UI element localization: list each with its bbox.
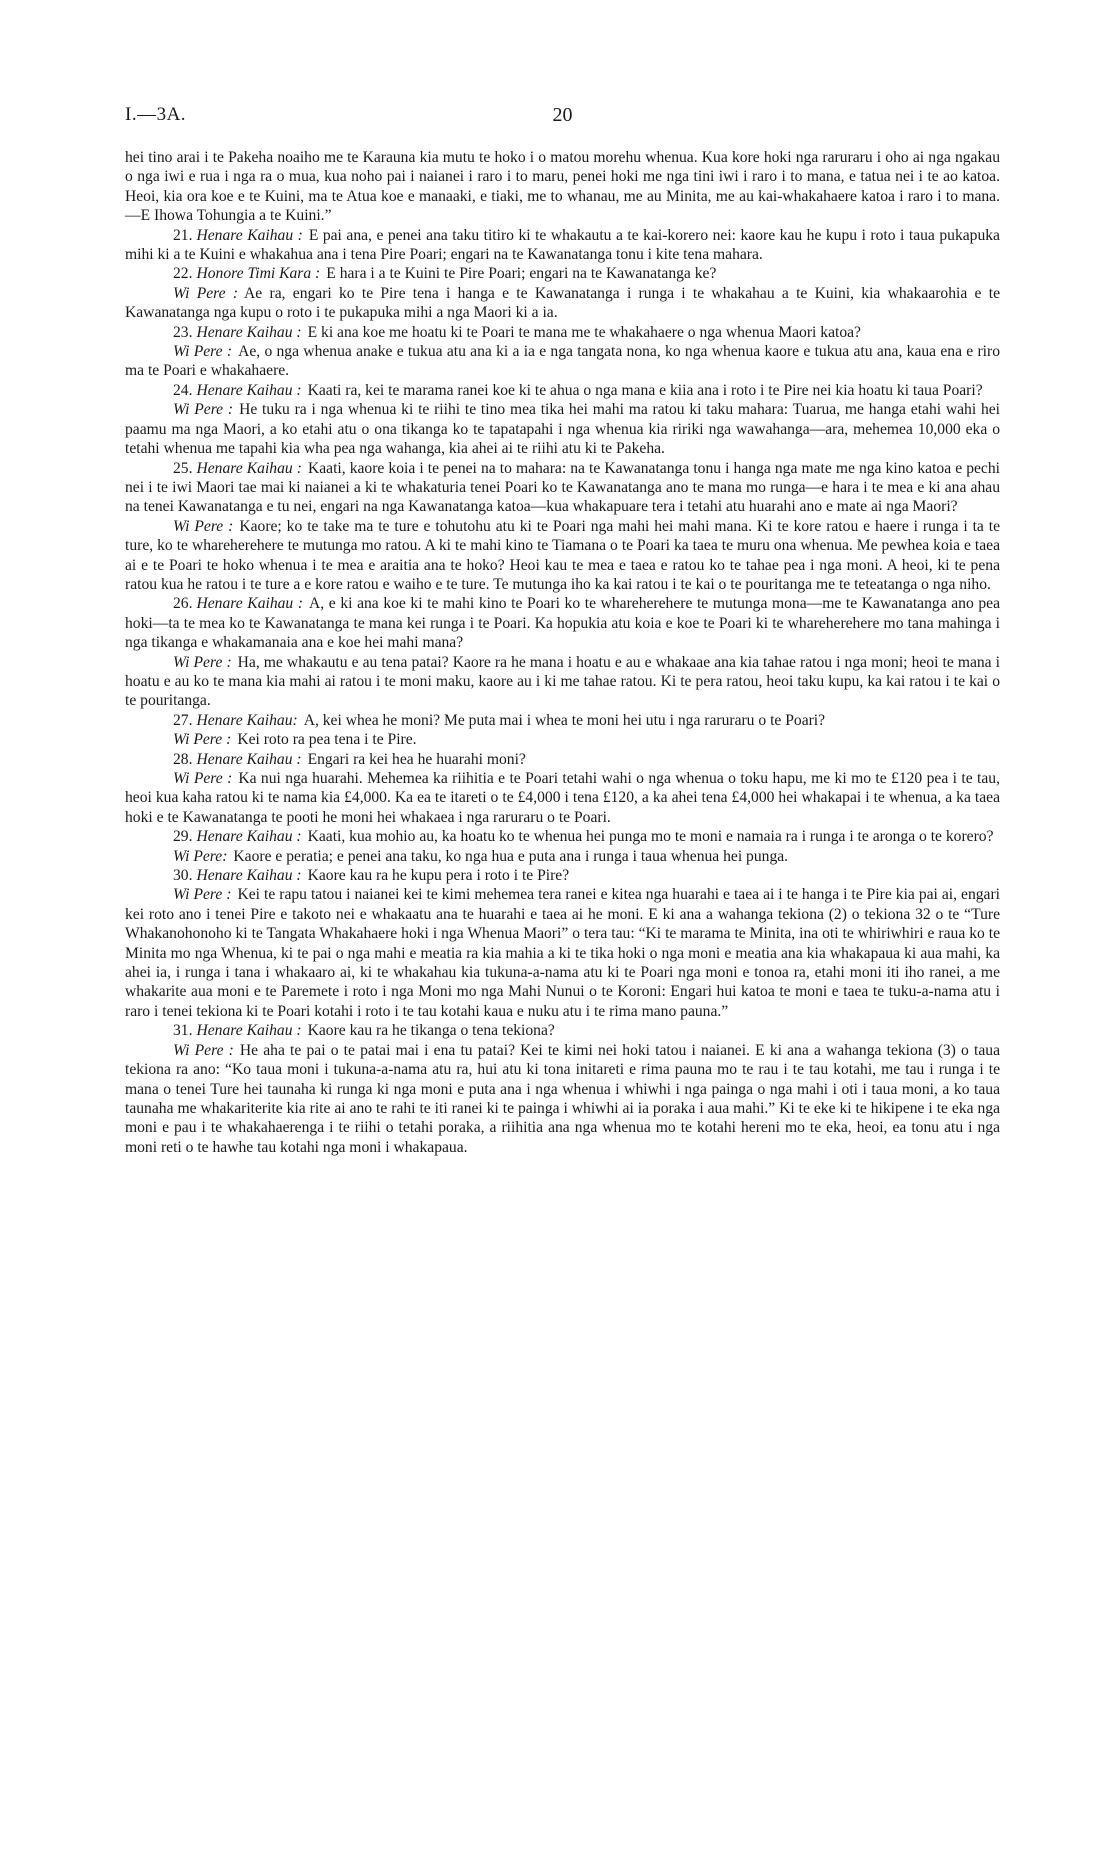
speaker-name: Henare Kaihau : [196,323,302,341]
paragraph-text: Ae, o nga whenua anake e tukua atu ana ki a ia e nga tangata nona, ko nga whenua kaore e tukua atu ana, kaua ena e riro ma te Poari e whakahaere. [125,343,1000,380]
paragraph-text: E hara i a te Kuini te Pire Poari; engari na te Kawanatanga ke? [326,265,717,283]
question-number: 26. [173,595,193,613]
paragraph-text: He tuku ra i nga whenua ki te riihi te tino mea tika hei mahi ma ratou ki taku mahara: Tuarua, me hanga etahi wahi hei paamu ma nga Maori, a ko etahi atu o ona tikanga ko te tapatapahi i nga whenua kia ririki nga wawahanga—ara, mehemea 10,000 eka o tetahi whenua me tapahi kia wha pea nga wahanga, kia ahei ai te riihi atu ki te Pakeha. [125,401,1001,458]
paragraph-text: Kei roto ra pea tena i te Pire. [237,731,417,749]
paragraph [125,885,1000,1021]
question-number: 29. [173,828,193,846]
paragraph [125,517,1000,595]
paragraph-text: Kaore e peratia; e penei ana taku, ko nga hua e puta ana i runga i taua whenua hei punga. [233,847,789,865]
speaker-name: Henare Kaihau : [196,828,302,846]
paragraph-text: Engari ra kei hea he huarahi moni? [307,750,526,768]
paragraph-text: He aha te pai o te patai mai i ena tu patai? Kei te kimi nei hoki tatou i naianei. E ki ana a wahanga tekiona (3) o taua tekiona ra ano: “Ko taua moni i tukuna-a-nama atu ra, hui atu ki tona initareti e rima pauna mo te rau i te tau kotahi, me tau i runga i te mana o tenei Ture hei taunaha ki runga ki nga moni e puta ana i nga whenua i whiwhi i nga painga o nga mahi i oti i taua moni, a ko taua taunaha me whakariterite kia rite ai ano te rahi te iti ranei ki te painga i whiwhi ai ia poraka i aua mahi.” Ki te eke ki te hikipene i te eka nga moni e pau i te whakahaerenga i te riihi o tetahi poraka, a riihitia ana nga whenua mo te kotahi hereni mo te eka, heoi, ea tonu atu i nga moni reti o te hawhe tau kotahi nga moni i whakapaua. [125,1041,1000,1156]
paragraph-text: Kaore kau ra he tikanga o tena tekiona? [307,1022,555,1040]
paragraph [125,323,1000,342]
speaker-name: Henare Kaihau : [196,459,302,477]
speaker-name: Wi Pere : [173,653,232,671]
question-number: 24. [173,381,193,399]
paragraph [125,594,1000,652]
paragraph [125,459,1000,517]
speaker-name: Wi Pere : [173,886,232,904]
paragraph [125,284,1000,323]
paragraph-text: A, e ki ana koe ki te mahi kino te Poari ko te whareherehere te mutunga mona—me te Kawanatanga ano pea hoki—ta te mea ko te Kawanatanga te mana kei runga i te Poari. Ka hopukia atu koia e koe te Poari ki te whareherehere mo tana mahinga i nga tikanga e whakamanaia ana e koe hei mahi mana? [125,595,1000,652]
paragraph [125,769,1000,827]
speaker-name: Henare Kaihau : [196,595,304,613]
paragraph [125,381,1000,400]
paragraph-text: Ka nui nga huarahi. Mehemea ka riihitia e te Poari tetahi wahi o nga whenua o toku hapu, me ki mo te £120 pea i te tau, heoi kua kaha ratou ki te nama kia £4,000. Ka ea te itareti o te £4,000 i tena £120, a ka ahei tena £4,000 hei whakapai i te whenua, a ka taea hoki e te Kawanatanga te pooti he moni hei whakaea i nga raruraru o te Poari. [125,770,1000,826]
question-number: 22. [173,265,193,283]
paragraph-text: Kaore; ko te take ma te ture e tohutohu atu ki te Poari nga mahi hei mahi mana. Ki te kore ratou e haere i runga i ta te ture, ko te whareherehere te mutunga mo ratou. A ki te mahi kino te Tiamana o te Poari ka taea te muru ona whenua. Me pewhea koia e taea ai e te Poari te hoko whenua i te mea e araitia ana te hoko? Heoi kau te mea e taea e ratou ko te tahae pea i nga moni. A heoi, ki te pena ratou kua he ratou i te ture a e kore ratou e waiho e te ture. Te mutunga iho ka kai ratou i te kai o te pouritanga me te teteatanga o nga niho. [125,517,1000,593]
speaker-name: Henare Kaihau : [196,1022,302,1040]
speaker-name: Honore Timi Kara : [196,265,321,283]
question-number: 30. [173,867,193,885]
paragraph [125,711,1000,730]
paragraph [125,866,1000,885]
question-number: 31. [173,1022,193,1040]
paragraph-text: Ae ra, engari ko te Pire tena i hanga e te Kawanatanga i runga i te whakahau a te Kuini, kia whakaarohia e te Kawanatanga nga kupu o roto i te pukapuka mihi a nga Maori ki a ia. [125,284,1000,322]
paragraph [125,750,1000,769]
speaker-name: Wi Pere : [173,343,233,361]
speaker-name: Wi Pere: [173,847,228,865]
question-number: 25. [173,459,193,477]
speaker-name: Wi Pere : [173,770,233,787]
speaker-name: Wi Pere : [173,401,234,419]
speaker-name: Henare Kaihau : [196,226,303,244]
paragraph [125,653,1000,711]
page-header [125,104,1000,136]
paragraph-text: Kaati ra, kei te marama ranei koe ki te ahua o nga mana e kiia ana i roto i te Pire nei kia hoatu ki taua Poari? [307,381,983,399]
speaker-name: Wi Pere : [173,731,232,749]
paragraph-text: E pai ana, e penei ana taku titiro ki te whakautu a te kai-korero nei: kaore kau he kupu i roto i taua pukapuka mihi ki a te Kuini e whakahua ana i tena Pire Poari; engari na te Kawanatanga tonu i kite tena mahara. [125,226,1000,264]
body-text [125,148,1000,1157]
speaker-name: Henare Kaihau : [196,381,302,399]
paragraph [125,264,1000,283]
page-number: 20 [552,104,573,126]
paragraph [125,148,1000,226]
paragraph-text: Kaati, kaore koia i te penei na to mahara: na te Kawanatanga tonu i hanga nga mate me nga kino katoa e pechi nei i te iwi Maori tae mai ki naianei a ki te whakaturia tenei Poari ko te Kawanatanga ano te mana mo runga—e hara i te mea e ki ana ahau na tenei Kawanatanga e tu nei, engari na nga Kawanatanga katoa—kua whakapuare tera i tetahi atu huarahi ano e mate ai nga Maori? [125,459,1000,516]
paragraph-text: Ha, me whakautu e au tena patai? Kaore ra he mana i hoatu e au e whakaae ana kia tahae ratou i nga moni; heoi te mana i hoatu e au ko te mana kia mahi ai ratou i te moni maku, kaore au i ki me tahae ratou. Ki te pera ratou, heoi taku kupu, ka kai ratou i te kai o te pouritanga. [125,653,1000,710]
speaker-name: Henare Kaihau: [196,711,298,729]
paragraph-text: hei tino arai i te Pakeha noaiho me te Karauna kia mutu te hoko i o matou morehu whenua. Kua kore hoki nga raruraru i oho ai nga ngakau o nga iwi e rua i nga ra o mua, kua noho pai i naianei i raro i to maru, penei hoki me nga tini iwi i raro i to mana, e tatua nei i te ao katoa. Heoi, kia ora koe e te Kuini, ma te Atua koe e manaaki, e tiaki, me to whanau, me au Minita, me au kai-whakahaere katoa i raro i to mana.—E Ihowa Tohungia a te Kuini.” [125,149,1000,225]
paragraph [125,847,1000,866]
paragraph-text: Kaore kau ra he kupu pera i roto i te Pire? [307,867,570,885]
document-reference: I.—3A. [125,104,187,125]
paragraph-text: E ki ana koe me hoatu ki te Poari te mana me te whakahaere o nga whenua Maori katoa? [307,323,861,341]
speaker-name: Henare Kaihau : [196,867,302,885]
speaker-name: Wi Pere : [173,1041,234,1059]
question-number: 23. [173,323,193,341]
question-number: 28. [173,750,193,768]
paragraph [125,1041,1000,1157]
paragraph-text: Kei te rapu tatou i naianei kei te kimi mehemea tera ranei e kitea nga huarahi e taea ai i te hanga i te Pire kia pai ai, engari kei roto ano i tenei Pire e takoto nei e whakaatu ana te huarahi e taea ai he moni. E ki ana a wahanga tekiona (2) o tekiona 32 o te “Ture Whakanohonoho ki te Tangata Whakahaere hoki i nga Whenua Maori” o tera tau: “Ki te marama te Minita, ina oti te whiriwhiri e raua ko te Minita mo nga Whenua, ki te pai o nga mahi e meatia ra kia mahia a ki te tika hoki o nga moni e meatia ana kia whakapaua ki aua mahi, ka ahei ia, i runga i tana i whakaaro ai, ki te whakahau kia tukuna-a-nama atu ki te Poari nga moni e tonoa ra, etahi moni iti iho ranei, a me whakarite aua moni e te Paremete i roto i nga Moni mo nga Mahi Nunui o te Koroni: Engari hui katoa te moni e taea te tuku-a-nama atu i raro i tenei tekiona ki te Poari kotahi i roto i te tau kotahi kaua e nuku atu i te rima mano pauna.” [125,886,1000,1020]
paragraph [125,1021,1000,1040]
paragraph [125,730,1000,749]
paragraph-text: A, kei whea he moni? Me puta mai i whea te moni hei utu i nga raruraru o te Poari? [303,711,826,729]
paragraph [125,342,1000,381]
paragraph [125,400,1000,458]
paragraph [125,226,1000,265]
speaker-name: Henare Kaihau : [196,750,302,768]
question-number: 27. [173,711,193,729]
question-number: 21. [173,226,193,244]
paragraph [125,827,1000,846]
paragraph-text: Kaati, kua mohio au, ka hoatu ko te whenua hei punga mo te moni e namaia ra i runga i te aronga o te korero? [307,828,994,846]
speaker-name: Wi Pere : [173,517,234,535]
speaker-name: Wi Pere : [173,284,239,302]
